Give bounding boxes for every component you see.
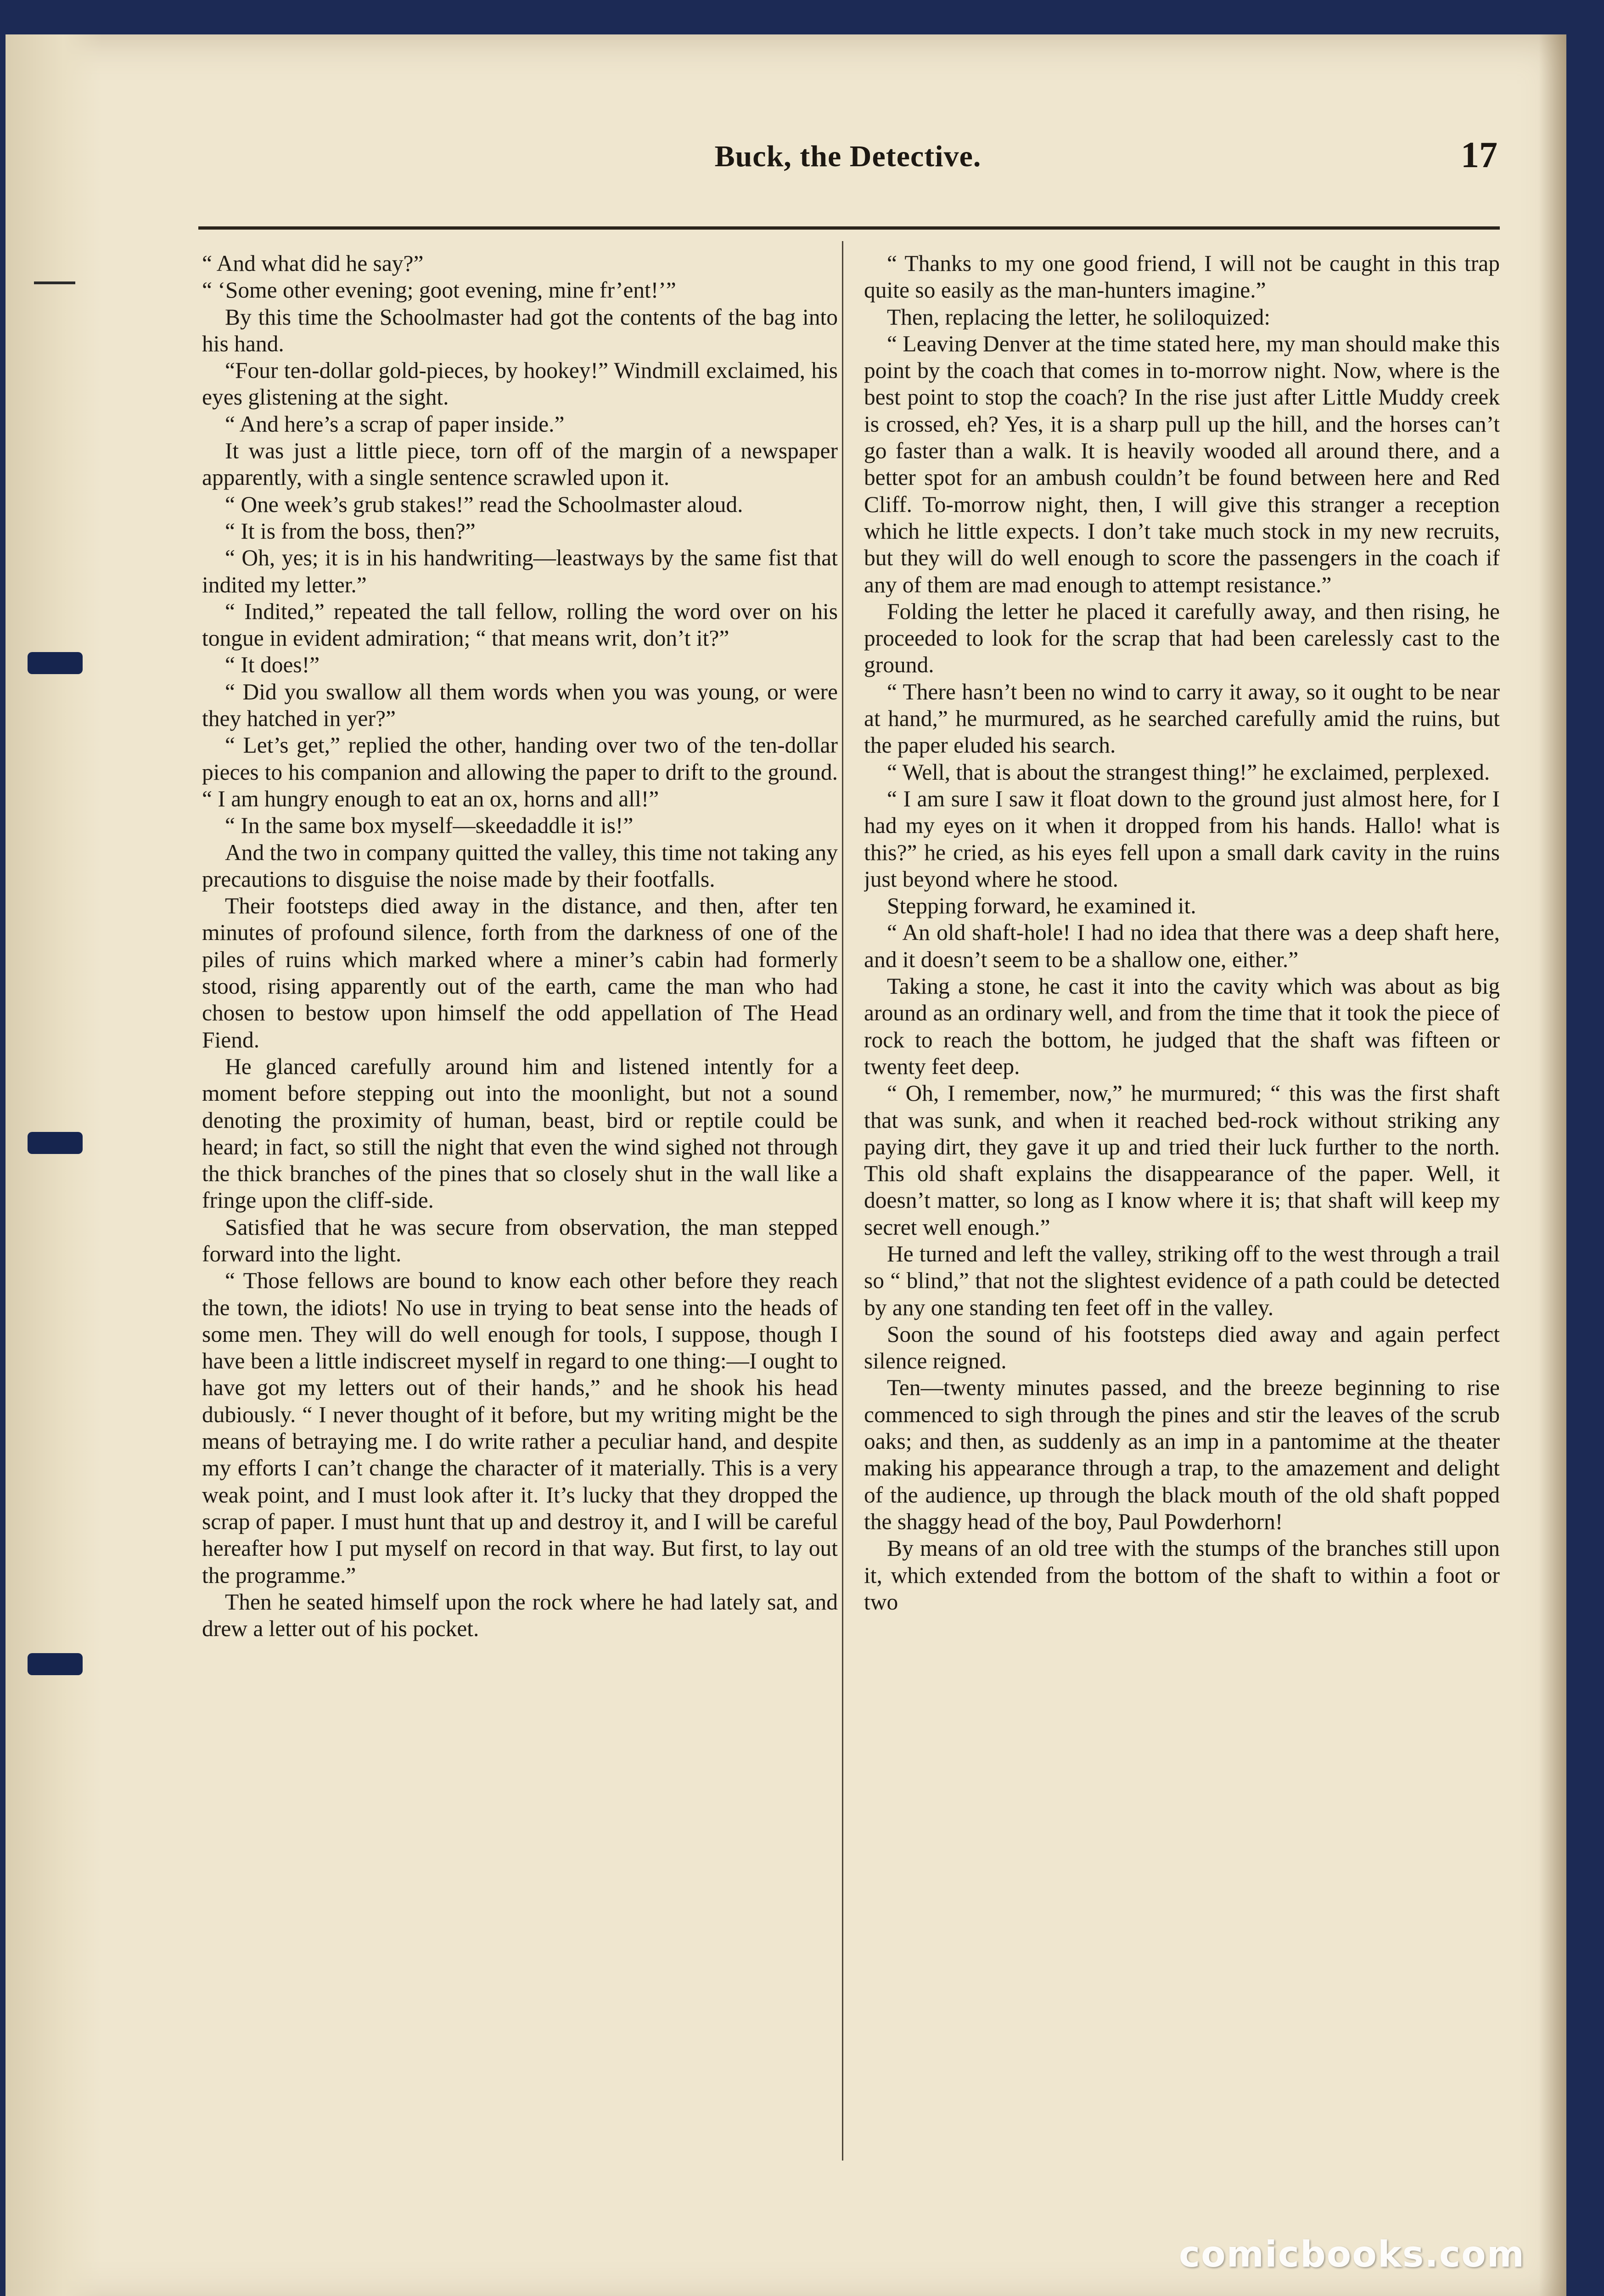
left-column: [202, 250, 838, 2161]
paragraph: “ It is from the boss, then?”: [225, 518, 476, 544]
binding-spine: [6, 34, 102, 2296]
paragraph: “ Oh, I remember, now,” he murmured; “ this was the first shaft that was sunk, and when it reached bed-rock without striking any paying dirt, they gave it up and tried their luck further to the north. This old shaft explains the disappearance of the paper. Well, it doesn’t matter, so long as I know where it is; that shaft will keep my secret well enough.”: [864, 1080, 1500, 1240]
paragraph: It was just a little piece, torn off of the margin of a newspaper apparently, with a single sentence scrawled upon it.: [202, 438, 838, 490]
paragraph: Soon the sound of his footsteps died away and again perfect silence reigned.: [864, 1321, 1500, 1374]
paragraph: “ Leaving Denver at the time stated here, my man should make this point by the coach that comes in to-morrow night. Now, where is the best point to stop the coach? In the rise just after Little Muddy creek is crossed, eh? Yes, it is a sharp pull up the hill, and the horses can’t go faster than a walk. It is heavily wooded all around there, and a better spot for an ambush couldn’t be found between here and Red Cliff. To-morrow night, then, I will give this stranger a reception which he little expects. I don’t take much stock in my new recruits, but they will do well enough to score the passengers in the coach if any of them are mad enough to attempt resistance.”: [864, 331, 1500, 597]
paragraph: “ In the same box myself—skeedaddle it is!”: [225, 813, 634, 838]
paragraph: “ There hasn’t been no wind to carry it away, so it ought to be near at hand,” he murmured, as he searched carefully amid the ruins, but the paper eluded his search.: [864, 679, 1500, 758]
paragraph: Taking a stone, he cast it into the cavity which was about as big around as an ordinary well, and from the time that it took the piece of rock to reach the bottom, he judged that the shaft was fifteen or twenty feet deep.: [864, 974, 1500, 1079]
paragraph: He glanced carefully around him and listened intently for a moment before stepping out into the moonlight, but not a sound denoting the proximity of human, beast, bird or reptile could be heard; in fact, so still the night that even the wind sighed not through the thick branches of the pines that so closely shut in the wall like a fringe upon the cliff-side.: [202, 1053, 838, 1213]
paragraph: “ Oh, yes; it is in his handwriting—leastways by the same fist that indited my letter.”: [202, 545, 838, 597]
right-column: [864, 250, 1500, 2161]
paragraph: “ And what did he say?”: [202, 251, 424, 276]
column-divider: [842, 241, 843, 2161]
paragraph: “ And here’s a scrap of paper inside.”: [225, 411, 565, 437]
paragraph: By means of an old tree with the stumps of the branches still upon it, which extended from the bottom of the shaft to within a foot or two: [864, 1536, 1500, 1615]
running-header: [198, 131, 1497, 186]
paragraph: “ Well, that is about the strangest thing!” he exclaimed, perplexed.: [887, 759, 1490, 785]
watermark: comicbooks.com: [1178, 2234, 1525, 2275]
binding-tick: [34, 281, 75, 284]
paragraph: Then, replacing the letter, he soliloquized:: [887, 304, 1271, 330]
paragraph: “ It does!”: [225, 652, 320, 678]
paragraph: “ Indited,” repeated the tall fellow, rolling the word over on his tongue in evident admiration; “ that means writ, don’t it?”: [202, 598, 838, 651]
paragraph: “ Did you swallow all them words when you was young, or were they hatched in yer?”: [202, 679, 838, 732]
paragraph: “ One week’s grub stakes!” read the Schoolmaster aloud.: [225, 491, 743, 517]
magazine-page: [6, 34, 1566, 2296]
paragraph: Their footsteps died away in the distance, and then, after ten minutes of profound silence, forth from the darkness of one of the piles of ruins which marked where a miner’s cabin had formerly stood, rising apparently out of the earth, came the man who had chosen to bestow upon himself the odd appellation of The Head Fiend.: [202, 893, 838, 1052]
paragraph: “Four ten-dollar gold-pieces, by hookey!” Windmill exclaimed, his eyes glistening at the sight.: [202, 358, 838, 410]
paragraph: And the two in company quitted the valley, this time not taking any precautions to disguise the noise made by their footfalls.: [202, 839, 838, 892]
paragraph: He turned and left the valley, striking off to the west through a trail so “ blind,” that not the slightest evidence of a path could be detected by any one standing ten feet off in the valley.: [864, 1241, 1500, 1320]
paragraph: Stepping forward, he examined it.: [887, 893, 1196, 919]
paragraph: “ I am sure I saw it float down to the ground just almost here, for I had my eyes on it when it dropped from his hands. Hallo! what is this?” he cried, as his eyes fell upon a small dark cavity in the ruins just beyond where he stood.: [864, 786, 1500, 892]
paragraph: “ Let’s get,” replied the other, handing over two of the ten-dollar pieces to his companion and allowing the paper to drift to the ground. “ I am hungry enough to eat an ox, horns and all!”: [202, 732, 838, 811]
binding-stitch: [28, 1132, 83, 1154]
binding-stitch: [28, 652, 83, 674]
paragraph: “ ‘Some other evening; goot evening, mine fr’ent!’”: [202, 277, 676, 303]
paragraph: Then he seated himself upon the rock where he had lately sat, and drew a letter out of his pocket.: [202, 1589, 838, 1642]
paragraph: Satisfied that he was secure from observation, the man stepped forward into the light.: [202, 1214, 838, 1266]
binding-stitch: [28, 1653, 83, 1675]
paragraph: By this time the Schoolmaster had got the contents of the bag into his hand.: [202, 304, 838, 356]
paragraph: “ Those fellows are bound to know each other before they reach the town, the idiots! No use in trying to beat sense into the heads of some men. They will do well enough for tools, I suppose, though I have been a little indiscreet myself in regard to one thing:—I ought to have got my letters out of their hands,” and he shook his head dubiously. “ I never thought of it before, but my writing might be the means of betraying me. I do write rather a peculiar hand, and despite my efforts I can’t change the character of it materially. This is a very weak point, and I must look after it. It’s lucky that they dropped the scrap of paper. I must hunt that up and destroy it, and I will be careful hereafter how I put myself on record in that way. But first, to lay out the programme.”: [202, 1268, 838, 1588]
paragraph: Ten—twenty minutes passed, and the breeze beginning to rise commenced to sigh through the pines and stir the leaves of the scrub oaks; and then, as suddenly as an imp in a pantomime at the theater making his appearance through a trap, to the amazement and delight of the audience, up through the black mouth of the old shaft popped the shaggy head of the boy, Paul Powderhorn!: [864, 1375, 1500, 1534]
page-edge-shadow: [1539, 34, 1566, 2296]
paragraph: Folding the letter he placed it carefully away, and then rising, he proceeded to look for the scrap that had been carelessly cast to the ground.: [864, 598, 1500, 678]
header-rule: [198, 226, 1500, 230]
paragraph: “ Thanks to my one good friend, I will not be caught in this trap quite so easily as the man-hunters imagine.”: [864, 251, 1500, 303]
paragraph: “ An old shaft-hole! I had no idea that there was a deep shaft here, and it doesn’t seem to be a shallow one, either.”: [864, 920, 1500, 972]
running-title: Buck, the Detective.: [714, 140, 981, 173]
page-number: 17: [1461, 135, 1497, 175]
